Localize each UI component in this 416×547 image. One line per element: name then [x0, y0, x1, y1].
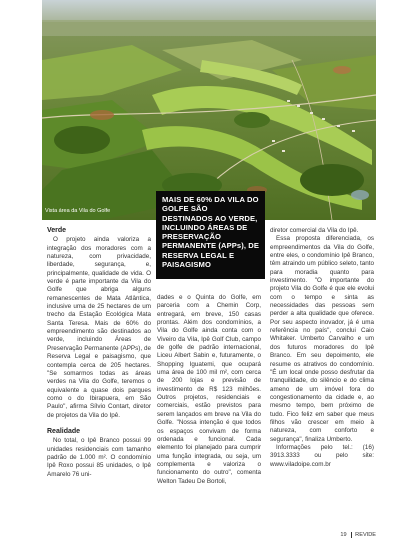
page-number: 19 [340, 532, 347, 538]
paragraph: dades e o Quinta do Golfe, em parceria com a Chemin Corp, entregará, em breve, 150 casas prontas. Além dos condomínios, a Vila do Golfe ainda conta com o Viveiro da Vila, Ipê Golf Club, campo de golfe de padrão internacional, Liceu Albert Sabin e, futuramente, o Shopping Iguatemi, que ocupará uma área de 100 mil m², com cerca de 200 lojas e previsão de investimento de R$ 123 milhões. Outros projetos, residenciais e comerciais, estão previstos para serem lançados em breve na Vila do Golfe. "Nossa intenção é que todos os espaços convivam de forma ordenada e funcional. Cada elemento foi planejado para cumprir uma função integrada, ou seja, um complementa e valoriza o funcionamento do outro", comenta Welton Tadeu De Bortoli, [157, 294, 261, 485]
photo-caption: Vista área da Vila do Golfe [45, 208, 111, 214]
text-column-3 [270, 227, 374, 469]
section-heading-realidade: Realidade [47, 427, 81, 435]
page-footer [340, 532, 376, 538]
section-heading-verde: Verde [47, 227, 67, 234]
text-column-2 [157, 294, 261, 486]
paragraph: O projeto ainda valoriza a integração dos moradores com a natureza, com privacidade, liberdade, segurança, e, principalmente, qualidade de vida. O verde é parte importante da Vila do Golfe que abriga alguns remanescentes de Mata Atlântica, inclusive uma de 25 hectares de um trecho da Estação Ecológica Mata Santa Teresa. Mais de 60% do empreendimento são destinados ao verde, incluindo Áreas de Preservação Permanente (APPs), de Reserva Legal e paisagismo, que contempla cerca de 205 hectares. "Se somarmos todas as áreas verdes na Vila do Golfe, teremos o equivalente a quase dois parques como o do Ibirapuera, em São Paulo", afirma Sílvio Contart, diretor de projetos da Vila do Ipê. [47, 236, 151, 419]
pull-quote: MAIS DE 60% DA VILA DO GOLFE SÃO DESTINADOS AO VERDE, INCLUINDO ÁREAS DE PRESERVAÇÃO PERMANENTE (APPs), DE RESERVA LEGAL E PAISAGISMO [156, 191, 265, 279]
text-column-1 [47, 227, 151, 479]
aerial-landscape-image [42, 0, 376, 220]
contact-info: Informações pelo tel.: (16) 3913.3333 ou pelo site: www.viladoipe.com.br [270, 443, 374, 468]
magazine-name: REVIDE [355, 532, 376, 538]
aerial-photo [42, 0, 376, 220]
paragraph: diretor comercial da Vila do Ipê. [270, 227, 359, 234]
paragraph: Essa proposta diferenciada, os empreendimentos da Vila do Golfe, entre eles, o condomínio Ipê Branco, têm atraindo um público seleto, tanto para moradia quanto para investimento. "O importante do projeto Vila do Golfe é que ele evolui com o tempo e sinta as necessidades das pessoas sem perder a alta qualidade que oferece. Por seu aspecto inovador, já é uma referência no país", conclui Caio Whitaker. Umberto Carvalho e um dos futuros moradores do Ipê Branco. Em seu depoimento, ele resume os atrativos do condomínio. "É um local onde posso desfrutar da tranquilidade, do silêncio e do clima ameno de um imóvel fora do congestionamento da cidade e, ao mesmo tempo, bem próximo de tudo. Fico feliz em saber que meus filhos vão crescer em meio à natureza, com conforto e segurança", finaliza Umberto. [270, 235, 374, 443]
footer-divider [351, 532, 352, 538]
paragraph: No total, o Ipê Branco possui 99 unidades residenciais com tamanho padrão de 1.000 m². O condomínio Ipê Roxo possui 85 unidades, o Ipê Amarelo 76 uni- [47, 437, 151, 478]
